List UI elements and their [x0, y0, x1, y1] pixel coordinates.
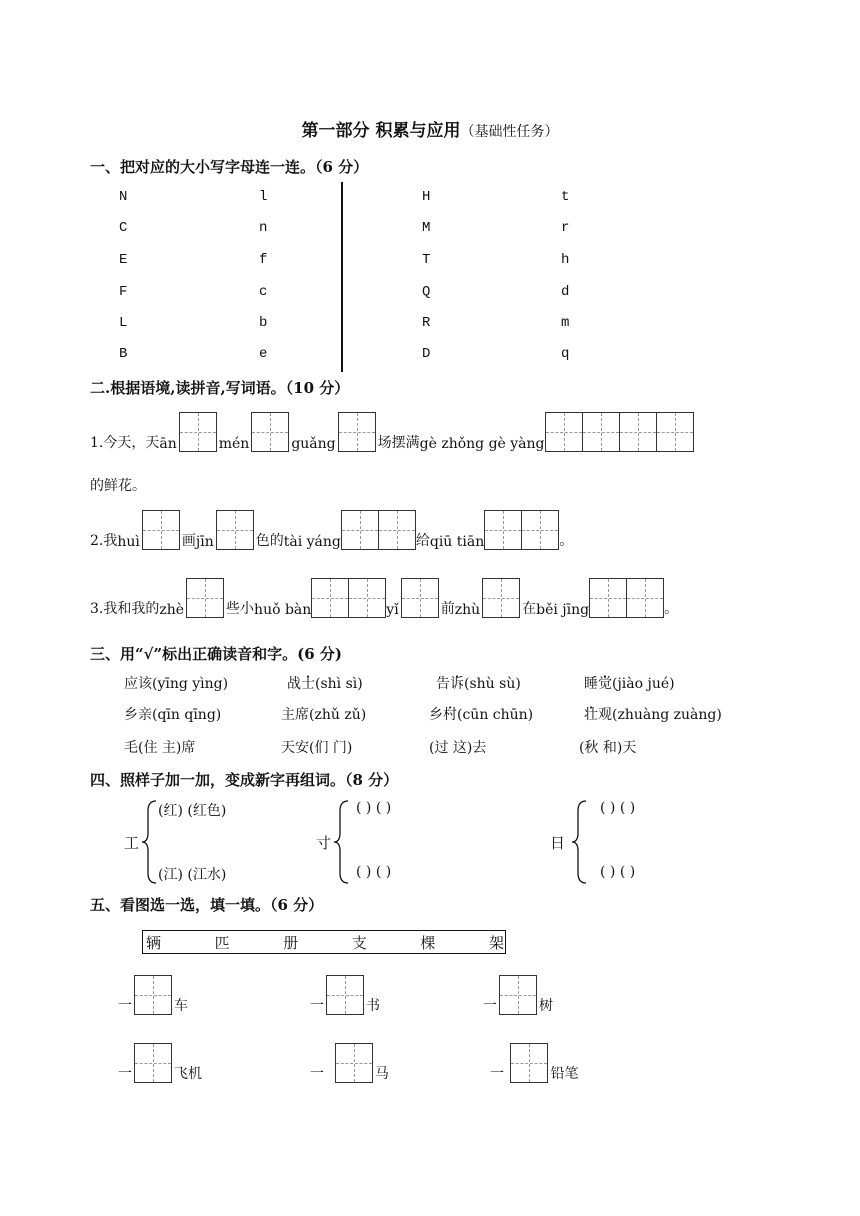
- q1-col3-1: M: [422, 220, 431, 236]
- q1-col2-3: c: [259, 284, 268, 300]
- q1-col1-5: B: [119, 346, 128, 362]
- q1-col4-2: h: [561, 252, 570, 268]
- divider-line: [341, 182, 343, 372]
- q1-col2-0: l: [259, 189, 268, 205]
- q2-heading: 二.根据语境,读拼音,写词语。（10 分）: [90, 379, 350, 397]
- q3-r2-item-1[interactable]: 主席(zhǔ zǔ): [281, 707, 367, 723]
- q4-g3-line1[interactable]: ( ) ( ): [600, 800, 636, 816]
- q5-item-tree: 一 树: [483, 975, 553, 1015]
- q3-r2-item-2[interactable]: 乡村(cūn chūn): [429, 707, 534, 723]
- answer-box[interactable]: [510, 1043, 548, 1083]
- word-choice: 架: [488, 933, 504, 952]
- q1-col1-2: E: [119, 252, 128, 268]
- q3-r1-item-0[interactable]: 应该(yīng yìng): [124, 676, 229, 692]
- q1-col1-4: L: [119, 315, 128, 331]
- answer-box[interactable]: [142, 510, 180, 550]
- q4-heading: 四、照样子加一加，变成新字再组词。（8 分）: [90, 771, 399, 789]
- q3-r3-item-0[interactable]: 毛(住 主)席: [124, 740, 196, 756]
- word-choice: 册: [283, 933, 299, 952]
- q5-item-book: 一 书: [310, 975, 380, 1015]
- q3-heading: 三、用“√”标出正确读音和字。(6 分): [90, 645, 342, 663]
- q2-sentence-2: 2.我huì 画jīn 色的tài yáng 给qiū tiān 。: [90, 510, 573, 550]
- q1-col4-5: q: [561, 346, 570, 362]
- answer-box[interactable]: [482, 578, 520, 618]
- q5-item-car: 一 车: [118, 975, 188, 1015]
- brace-icon: [140, 799, 158, 885]
- q1-col2-1: n: [259, 220, 268, 236]
- answer-box[interactable]: [251, 412, 289, 452]
- q4-g2-base: 寸: [316, 834, 332, 852]
- q2-sentence-3: 3.我和我的zhè 些小huǒ bàn yǐ 前zhù 在běi jīng 。: [90, 578, 678, 618]
- answer-box-group[interactable]: [484, 510, 559, 550]
- answer-box-group[interactable]: [311, 578, 386, 618]
- word-choice: 匹: [214, 933, 230, 952]
- answer-box-group[interactable]: [341, 510, 416, 550]
- q1-col3-3: Q: [422, 284, 431, 300]
- q1-col2-4: b: [259, 315, 268, 331]
- q4-g3-line2[interactable]: ( ) ( ): [600, 864, 636, 880]
- word-choice: 棵: [420, 933, 436, 952]
- q5-item-pencil: 一 铅笔: [490, 1043, 578, 1083]
- answer-box[interactable]: [338, 412, 376, 452]
- brace-icon: [570, 799, 588, 885]
- q4-g2-line1[interactable]: ( ) ( ): [356, 800, 392, 816]
- answer-box[interactable]: [335, 1043, 373, 1083]
- q4-g1-line1: (红) (红色): [158, 803, 227, 819]
- q1-col4-4: m: [561, 315, 570, 331]
- answer-box[interactable]: [401, 578, 439, 618]
- q4-g1-base: 工: [124, 834, 140, 852]
- q1-col1-0: N: [119, 189, 128, 205]
- q3-r1-item-1[interactable]: 战士(shì sì): [287, 676, 363, 692]
- q5-item-horse: 一 马: [310, 1043, 389, 1083]
- answer-box[interactable]: [134, 1043, 172, 1083]
- answer-box[interactable]: [179, 412, 217, 452]
- brace-icon: [332, 799, 350, 885]
- q4-g1-line2: (江) (江水): [158, 867, 227, 883]
- q1-col3-2: T: [422, 252, 431, 268]
- q3-r1-item-3[interactable]: 睡觉(jiào jué): [584, 676, 675, 692]
- q1-col4-3: d: [561, 284, 570, 300]
- answer-box[interactable]: [326, 975, 364, 1015]
- q4-g2-line2[interactable]: ( ) ( ): [356, 864, 392, 880]
- answer-box-group[interactable]: [545, 412, 694, 452]
- word-choice-box: [142, 930, 506, 954]
- q3-r1-item-2[interactable]: 告诉(shù sù): [436, 676, 521, 692]
- q5-heading: 五、看图选一选，填一填。（6 分）: [90, 896, 324, 914]
- q3-r3-item-1[interactable]: 天安(们 门): [281, 740, 353, 756]
- q1-col2-5: e: [259, 346, 268, 362]
- q3-r3-item-3[interactable]: (秋 和)天: [579, 740, 637, 756]
- q3-r2-item-0[interactable]: 乡亲(qīn qīng): [124, 707, 222, 723]
- q1-col3-5: D: [422, 346, 431, 362]
- q3-r3-item-2[interactable]: (过 这)去: [429, 740, 487, 756]
- answer-box-group[interactable]: [589, 578, 664, 618]
- q3-r2-item-3[interactable]: 壮观(zhuàng zuàng): [584, 707, 722, 723]
- q4-g3-base: 日: [550, 834, 566, 852]
- q1-col1-1: C: [119, 220, 128, 236]
- q1-col4-0: t: [561, 189, 570, 205]
- q1-col2-2: f: [259, 252, 268, 268]
- title-sub: （基础性任务）: [460, 124, 559, 140]
- title-main: 第一部分 积累与应用: [301, 121, 461, 141]
- q1-col4-1: r: [561, 220, 570, 236]
- q1-col1-3: F: [119, 284, 128, 300]
- word-choice: 辆: [146, 933, 162, 952]
- answer-box[interactable]: [186, 578, 224, 618]
- q1-heading: 一、把对应的大小写字母连一连。（6 分）: [90, 158, 369, 176]
- answer-box[interactable]: [499, 975, 537, 1015]
- answer-box[interactable]: [134, 975, 172, 1015]
- q5-item-plane: 一 飞机: [118, 1043, 202, 1083]
- q2-sentence-1: 1.今天，天ān mén guǎng 场摆满gè zhǒng gè yàng: [90, 412, 694, 452]
- q1-col3-0: H: [422, 189, 431, 205]
- q2-sentence-1-end: 的鲜花。: [90, 478, 146, 494]
- page-title: [0, 116, 860, 141]
- word-choice: 支: [351, 933, 367, 952]
- answer-box[interactable]: [216, 510, 254, 550]
- q1-col3-4: R: [422, 315, 431, 331]
